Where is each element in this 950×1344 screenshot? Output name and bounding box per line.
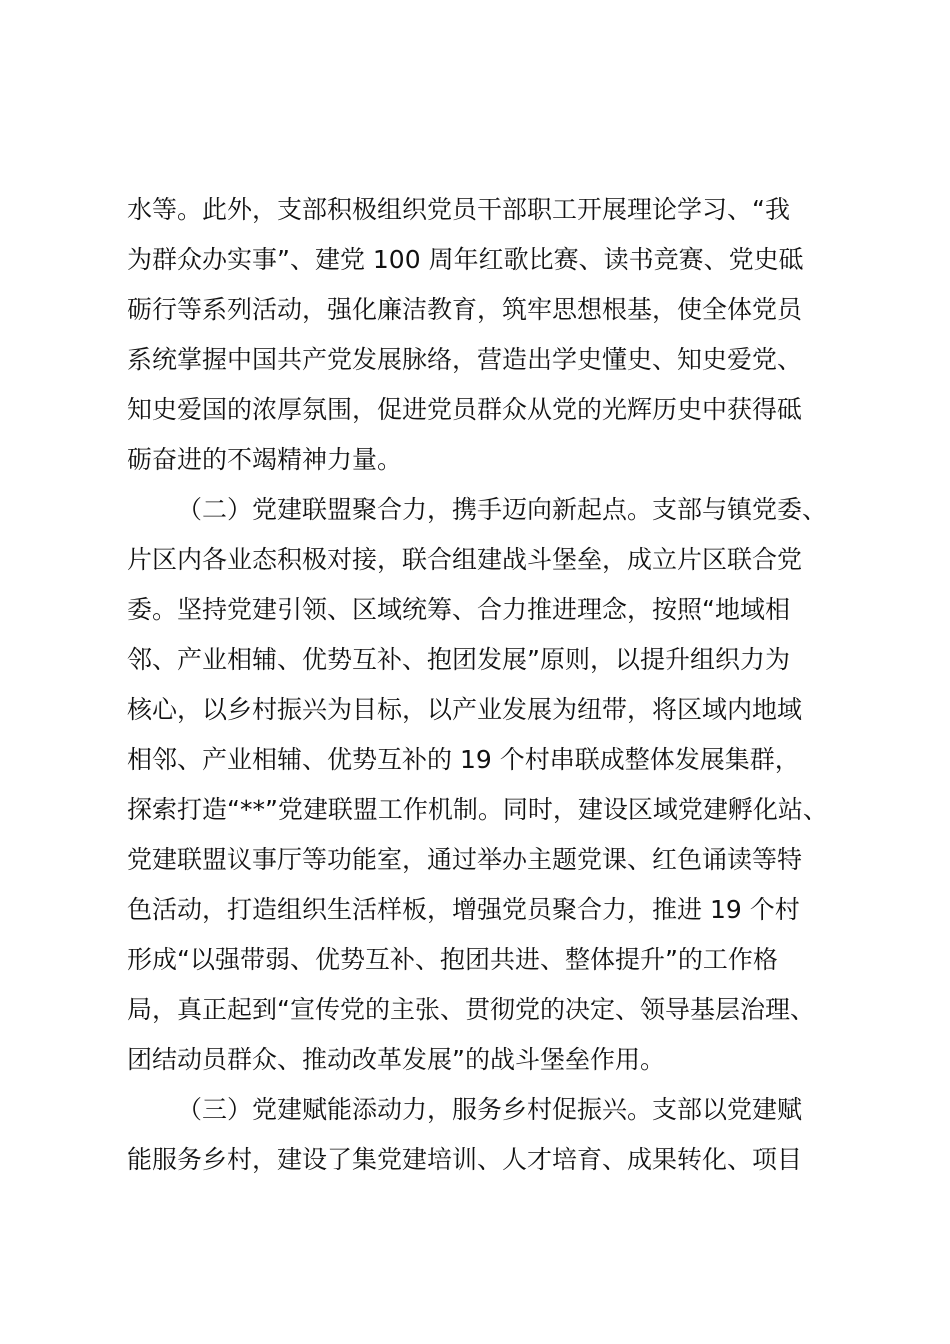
document-body <box>127 185 847 1185</box>
text-line: 知史爱国的浓厚氛围，促进党员群众从党的光辉历史中获得砥 <box>127 395 803 424</box>
text-line: 砺奋进的不竭精神力量。 <box>127 445 403 474</box>
text-line: 邻、产业相辅、优势互补、抱团发展”原则，以提升组织力为 <box>127 645 790 674</box>
text-line: 党建联盟议事厅等功能室，通过举办主题党课、红色诵读等特 <box>127 845 803 874</box>
text-line: （三）党建赋能添动力，服务乡村促振兴。支部以党建赋 <box>177 1095 803 1124</box>
text-line: 系统掌握中国共产党发展脉络，营造出学史懂史、知史爱党、 <box>127 345 803 374</box>
text-line: 相邻、产业相辅、优势互补的 19 个村串联成整体发展集群， <box>127 745 800 774</box>
paragraph-3 <box>127 1085 847 1185</box>
text-line: 砺行等系列活动，强化廉洁教育，筑牢思想根基，使全体党员 <box>127 295 803 324</box>
text-line: 片区内各业态积极对接，联合组建战斗堡垒，成立片区联合党 <box>127 545 803 574</box>
text-line: 为群众办实事”、建党 100 周年红歌比赛、读书竞赛、党史砥 <box>127 245 804 274</box>
text-line: 形成“以强带弱、优势互补、抱团共进、整体提升”的工作格 <box>127 945 778 974</box>
text-line: 团结动员群众、推动改革发展”的战斗堡垒作用。 <box>127 1045 665 1074</box>
text-line: 局，真正起到“宣传党的主张、贯彻党的决定、领导基层治理、 <box>127 995 815 1024</box>
text-line: 核心，以乡村振兴为目标，以产业发展为纽带，将区域内地域 <box>127 695 803 724</box>
paragraph-2 <box>127 485 847 1085</box>
text-line: 探索打造“**”党建联盟工作机制。同时，建设区域党建孵化站、 <box>127 795 828 824</box>
text-line: 水等。此外，支部积极组织党员干部职工开展理论学习、“我 <box>127 195 790 224</box>
text-line: 委。坚持党建引领、区域统筹、合力推进理念，按照“地域相 <box>127 595 790 624</box>
text-line: 色活动，打造组织生活样板，增强党员聚合力，推进 19 个村 <box>127 895 800 924</box>
text-line: （二）党建联盟聚合力，携手迈向新起点。支部与镇党委、 <box>177 495 828 524</box>
paragraph-1 <box>127 185 847 485</box>
text-line: 能服务乡村，建设了集党建培训、人才培育、成果转化、项目 <box>127 1145 803 1174</box>
